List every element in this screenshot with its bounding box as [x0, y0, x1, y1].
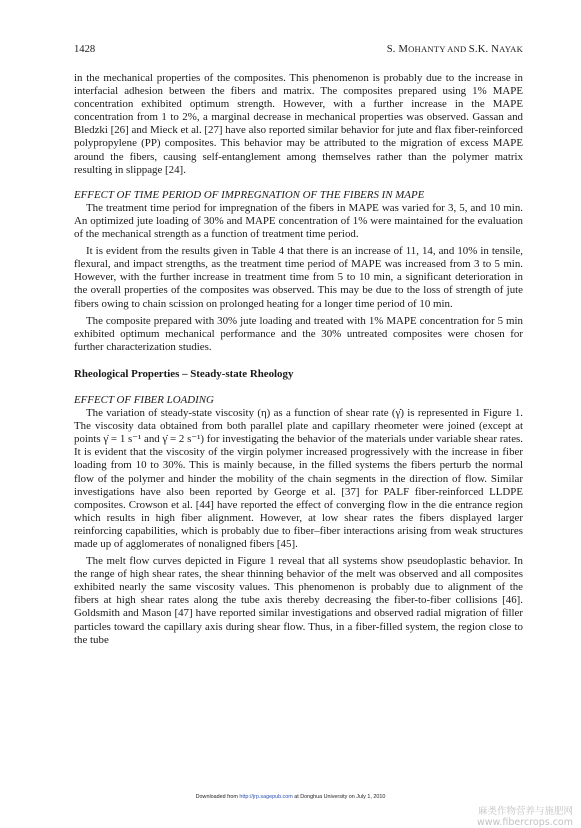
- running-header: [74, 44, 523, 55]
- author2-initial: S.K. N: [468, 44, 500, 55]
- paragraph-table4-results: It is evident from the results given in Table 4 that there is an increase of 11, 14, and 10% in tensile, flexural, and impact strengths, as the treatment time period of MAPE was increased from 3 to 5 min. However, with the further increase in treatment time from 5 to 10 min, a significant deterioration in the overall properties of the composites was observed. This may be due to the loss of strength of jute fibers owing to chain scission on prolonged heating for a longer time period of 10 min.: [74, 245, 523, 310]
- author1-initial: S. M: [386, 44, 409, 55]
- paragraph-treatment-time: The treatment time period for impregnation of the fibers in MAPE was varied for 3, 5, and 10 min. An optimized jute loading of 30% and MAPE concentration of 1% were maintained for the evaluation of the mechanical strength as a function of treatment time period.: [74, 201, 523, 241]
- footer-prefix: Downloaded from: [195, 794, 240, 800]
- footer-link[interactable]: http://jrp.sagepub.com: [239, 794, 293, 800]
- running-authors: [387, 44, 523, 55]
- author2-rest: AYAK: [499, 44, 523, 54]
- author-and: AND: [445, 44, 469, 54]
- watermark: [477, 806, 573, 828]
- watermark-url: www.fibercrops.com: [476, 817, 573, 828]
- footer-suffix: at Donghua University on July 1, 2010: [292, 794, 386, 800]
- section-heading-fiber-loading: EFFECT OF FIBER LOADING: [74, 393, 214, 406]
- paragraph-viscosity: The variation of steady-state viscosity (η) as a function of shear rate (γ̇) is represented in Figure 1. The viscosity data obtained from both parallel plate and capillary rheometer were joined (except at points γ̇ = 1 s⁻¹ and γ̇ = 2 s⁻¹) for investigating the behavior of the materials under variable shear rates. It is evident that the viscosity of the virgin polymer increased progressively with the increase in fiber loading from 10 to 30%. This is mainly because, in the filled systems the fibers perturb the normal flow of the polymer and hinder the mobility of the chain segments in the direction of flow. Similar investigations have also been reported by George et al. [37] for PALF fiber-reinforced LLDPE composites. Crowson et al. [44] have reported the effect of converging flow in the die entrance region which results in high fiber alignment. However, at low shear rates the fibers displayed larger reinforcing capabilities, which is probably due to fiber–fiber interactions arising from weak structures made up of agglomerates of nonaligned fibers [45].: [74, 407, 523, 550]
- paragraph-melt-flow: The melt flow curves depicted in Figure 1 reveal that all systems show pseudoplastic behavior. In the range of high shear rates, the shear thinning behavior of the melt was observed and all composites exhibited nearly the same viscosity values. This phenomenon is probably due to alignment of the fibers at high shear rates along the tube axis thereby decreasing the fiber-to-fiber collisions [46]. Goldsmith and Mason [47] have reported similar investigations and observed radial migration of filler particles toward the capillary axis during shear flow. Thus, in a fiber-filled system, the region close to the tube: [74, 555, 523, 646]
- section-heading-rheology: Rheological Properties – Steady-state Rheology: [74, 367, 294, 380]
- paragraph-optimum-composite: The composite prepared with 30% jute loading and treated with 1% MAPE concentration for 5 min exhibited optimum mechanical performance and the 30% untreated composites were chosen for further characterization studies.: [74, 314, 523, 353]
- download-footer: [0, 794, 581, 800]
- watermark-chinese: 麻类作物营养与施肥网: [477, 806, 573, 817]
- paragraph-continued: in the mechanical properties of the composites. This phenomenon is probably due to the increase in interfacial adhesion between the fibers and matrix. The composites prepared using 1% MAPE concentration exhibited optimum strength. However, with a further increase in the MAPE concentration from 1 to 2%, a marginal decrease in mechanical properties was observed. Gassan and Bledzki [26] and Mieck et al. [27] have also reported similar behavior for jute and flax fiber-reinforced polypropylene (PP) composites. This behavior may be attributed to the migration of excess MAPE around the fibers, causing self-entanglement among themselves rather than the polymer matrix resulting in slippage [24].: [74, 72, 523, 176]
- article-body: [74, 72, 523, 647]
- section-heading-impregnation-time: EFFECT OF TIME PERIOD OF IMPREGNATION OF THE FIBERS IN MAPE: [74, 188, 425, 201]
- author1-rest: OHANTY: [408, 44, 446, 54]
- page-number: 1428: [74, 44, 96, 55]
